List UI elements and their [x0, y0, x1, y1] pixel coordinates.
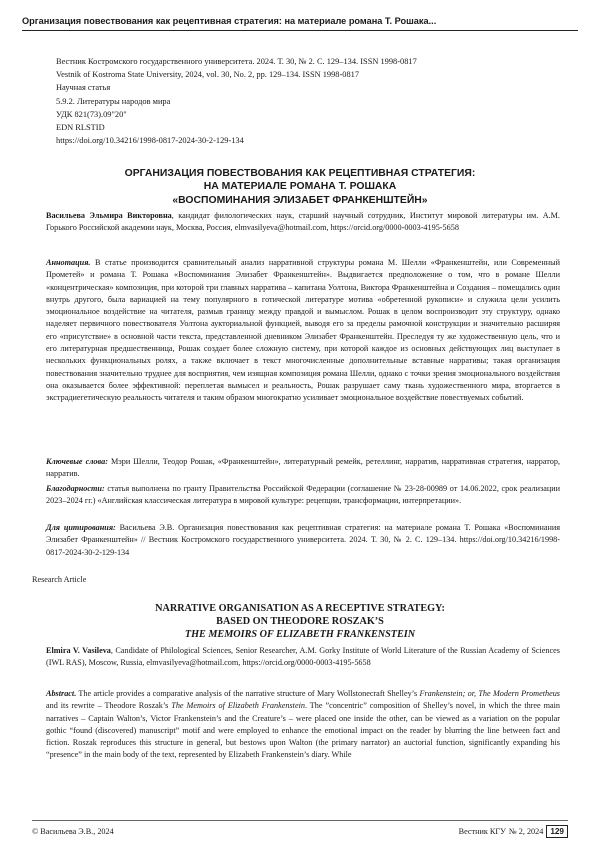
abstract-text: and its rewrite – Theodore Roszak’s [46, 701, 172, 711]
abstract-text: The article provides a comparative analysis of the narrative structure of Mary Wollstonecraft Shelley’s [76, 689, 420, 698]
meta-line: УДК 821(73).09"20" [56, 109, 127, 119]
keywords-ru [32, 456, 560, 481]
acknowledgements-text: статья выполнена по гранту Правительства Российской Федерации (соглашение № 23-28-00989 от 14.06.2022, срок реализации 2023–2024 гг.) «Английская классическая литература в мировой культуре: рецепции, трансформации, интерпретации». [46, 484, 560, 506]
abstract-label: Abstract. [46, 689, 77, 698]
abstract-label: Аннотация. [46, 258, 91, 267]
title-line: BASED ON THEODORE ROSZAK’S [216, 615, 384, 627]
abstract-text: . The ”concentric” composition of Shelley’s novel, in which the three main narratives – Captain Walton’s, Victor Frankenstein’s and the Creature’s – were placed one inside the other, can be viewed as a variation on the popular gothic “found (discovered) manuscript” motif and were employed to enhance the emotional impact on the reader by blurring the line between fact and fiction. Roszak reproduces this structure in general, but bestows upon Walton (the primary narrator) an auctorial function, significantly expanding his “presence” in the main body of the text, represented by Elizabeth Frankenstein’s diary. While [46, 701, 560, 760]
article-type-en: Research Article [32, 575, 87, 584]
title-line: ОРГАНИЗАЦИЯ ПОВЕСТВОВАНИЯ КАК РЕЦЕПТИВНАЯ СТРАТЕГИЯ: [124, 168, 476, 179]
novel-title: The Memoirs of Elizabeth Frankenstein [171, 701, 305, 711]
citation-label: Для цитирования: [46, 523, 116, 532]
citation-ru [32, 522, 560, 559]
author-info-ru [32, 210, 560, 235]
title-line: «ВОСПОМИНАНИЯ ЭЛИЗАБЕТ ФРАНКЕНШТЕЙН» [172, 194, 428, 206]
novel-title: Frankenstein; or, The Modern Prometheus [419, 689, 560, 698]
page-number: 129 [546, 825, 568, 838]
keywords-label: Ключевые слова: [46, 457, 108, 466]
abstract-ru [32, 257, 560, 405]
acknowledgements-ru [32, 483, 560, 508]
title-line: THE MEMOIRS OF ELIZABETH FRANKENSTEIN [184, 628, 416, 640]
author-info-en [32, 645, 560, 670]
running-head: Организация повествования как рецептивная стратегия: на материале романа Т. Рошака... [22, 16, 578, 31]
abstract-text: В статье производится сравнительный анализ нарративной структуры романа М. Шелли «Франкенштейн, или Современный Прометей» и романа Т. Рошака «Воспоминания Элизабет Франкенштейн». Выдвигается предположение о том, что в романе Шелли «концентрическая» композиция, при которой три главных нарратива – капитана Уолтона, Виктора Франкенштейна и Создания – помещались один внутрь другого, была вариацией на тему популярного в готической литературе мотива «обретенной рукописи» и служила цели усилить эмоциональное воздействие на читателя, размыв границу между правдой и вымыслом. Рошак в целом воспроизводит эту структуру, однако наделяет первичного повествователя Уолтона аукториальной функцией, выводя его за пределы рамочной конструкции и значительно расширяя его «присутствие» в основной части текста, представленной дневником Элизабет Франкенштейн. Преследуя ту же художественную цель, что и его литературная предшественница, Рошак создает более сложную систему, при которой каждое из основных действующих лиц выступает в нескольких функциональных ролях, а также включает в текст многочисленные дополнительные вставные нарративы; такая организация повествования значительно труднее для восприятия, чем изящная композиция романа Шелли, однако с точки зрения эмоционального воздействия она оказывается более эффективной: переплетая вымысел и реальность, Рошак разрушает саму ткань художественного мира, вторгается в экстрадиегетическую реальность читателя и таким образом многократно усиливает эмоциональное воздействие повествуемых событий. [46, 258, 560, 403]
meta-line: Научная статья [56, 83, 111, 93]
title-line: NARRATIVE ORGANISATION AS A RECEPTIVE STRATEGY: [155, 603, 445, 614]
journal-name: Вестник КГУ [458, 827, 506, 836]
meta-line: EDN RLSTID [56, 123, 105, 133]
abstract-en [32, 688, 560, 762]
issue-number: № 2, 2024 [508, 827, 544, 836]
meta-line: Вестник Костромского государственного университета. 2024. Т. 30, № 2. С. 129–134. ISSN 1998-0817 [56, 57, 417, 66]
title-line: НА МАТЕРИАЛЕ РОМАНА Т. РОШАКА [203, 181, 397, 193]
meta-line: 5.9.2. Литературы народов мира [56, 96, 171, 106]
author-details: , Candidate of Philological Sciences, Senior Researcher, A.M. Gorky Institute of World Literature of the Russian Academy of Sciences (IWL RAS), Moscow, Russia, elmvasilyeva@hotmail.com, https://orcid.org/0000-0003-4195-5658 [46, 646, 560, 668]
page-footer [32, 820, 568, 836]
article-title-ru [40, 167, 560, 207]
author-name: Elmira V. Vasileva [46, 646, 111, 655]
citation-text: Васильева Э.В. Организация повествования как рецептивная стратегия: на материале романа Т. Рошака «Воспоминания Элизабет Франкенштейн» // Вестник Костромского государственного университета. 2024. Т. 30, № 2. С. 129–134. https://doi.org/10.34216/1998-0817-2024-30-2-129-134 [46, 523, 560, 557]
meta-line: Vestnik of Kostroma State University, 2024, vol. 30, No. 2, pp. 129–134. ISSN 1998-0817 [56, 70, 360, 80]
footer-journal [459, 825, 568, 838]
author-name: Васильева Эльмира Викторовна [46, 211, 172, 220]
doi-link[interactable]: https://doi.org/10.34216/1998-0817-2024-30-2-129-134 [56, 136, 244, 146]
copyright: © Васильева Э.В., 2024 [32, 827, 114, 836]
publication-meta [56, 55, 556, 147]
keywords-text: Мэри Шелли, Теодор Рошак, «Франкенштейн», литературный ремейк, ретеллинг, нарратив, нарративная стратегия, нарратор, нарратив. [46, 457, 560, 479]
acknowledgements-label: Благодарности: [46, 484, 105, 493]
article-title-en [40, 603, 560, 641]
author-details: , кандидат филологических наук, старший научный сотрудник, Институт мировой литературы им. А.М. Горького Российской академии наук, Москва, Россия, elmvasilyeva@hotmail.com, https://orcid.org/0000-0003-4195-5658 [46, 211, 560, 233]
